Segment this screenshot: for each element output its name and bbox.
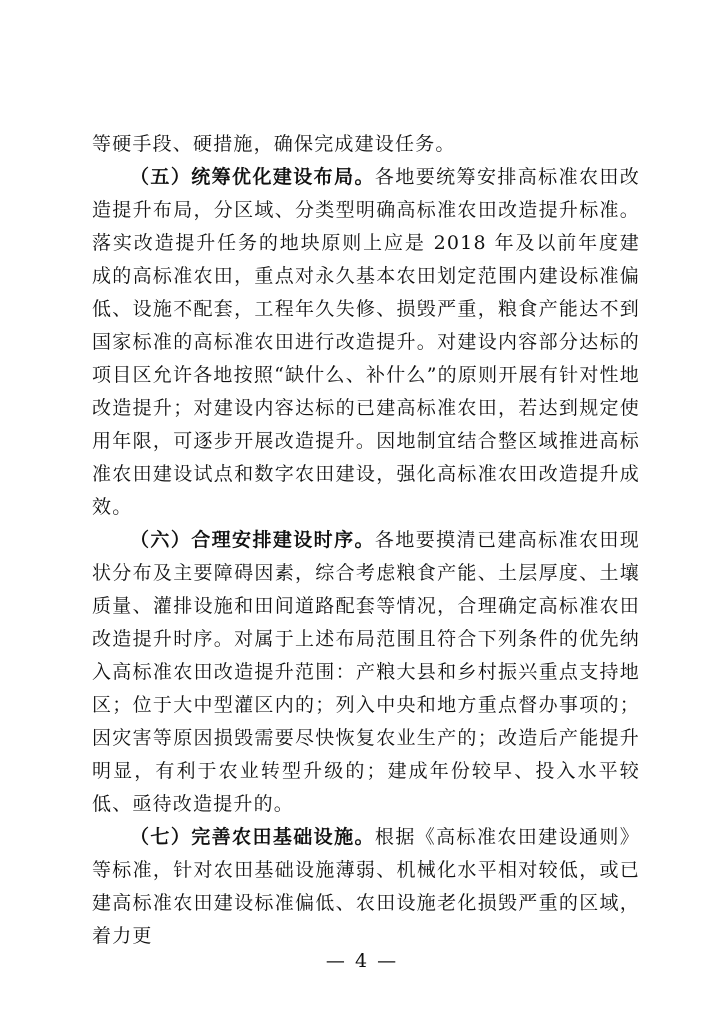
section-six-heading: （六）合理安排建设时序。 bbox=[130, 529, 375, 551]
section-five-heading: （五）统筹优化建设布局。 bbox=[130, 166, 375, 188]
document-body bbox=[92, 128, 640, 953]
page-number: — 4 — bbox=[325, 950, 399, 972]
section-five-text: 各地要统筹安排高标准农田改造提升布局，分区域、分类型明确高标准农田改造提升标准。落实改造提升任务的地块原则上应是 2018 年及以前年度建成的高标准农田，重点对永久基本农田划定范围内建设标准偏低、设施不配套，工程年久失修、损毁严重，粮食产能达不到国家标准的高标准农田进行改造提升。对建设内容部分达标的项目区允许各地按照“缺什么、补什么”的原则开展有针对性地改造提升；对建设内容达标的已建高标准农田，若达到规定使用年限，可逐步开展改造提升。因地制宜结合整区域推进高标准农田建设试点和数字农田建设，强化高标准农田改造提升成效。 bbox=[92, 166, 640, 518]
section-six-paragraph bbox=[92, 524, 640, 821]
section-seven-paragraph bbox=[92, 821, 640, 953]
section-seven-heading: （七）完善农田基础设施。 bbox=[130, 826, 375, 848]
continuation-paragraph: 等硬手段、硬措施，确保完成建设任务。 bbox=[92, 133, 456, 155]
section-five-paragraph bbox=[92, 161, 640, 524]
section-six-text: 各地要摸清已建高标准农田现状分布及主要障碍因素，综合考虑粮食产能、土层厚度、土壤质量、灌排设施和田间道路配套等情况，合理确定高标准农田改造提升时序。对属于上述布局范围且符合下列条件的优先纳入高标准农田改造提升范围：产粮大县和乡村振兴重点支持地区；位于大中型灌区内的；列入中央和地方重点督办事项的；因灾害等原因损毁需要尽快恢复农业生产的；改造后产能提升明显，有利于农业转型升级的；建成年份较早、投入水平较低、亟待改造提升的。 bbox=[92, 529, 640, 815]
section-seven-text: 根据《高标准农田建设通则》等标准，针对农田基础设施薄弱、机械化水平相对较低，或已建高标准农田建设标准偏低、农田设施老化损毁严重的区域，着力更 bbox=[92, 826, 640, 947]
